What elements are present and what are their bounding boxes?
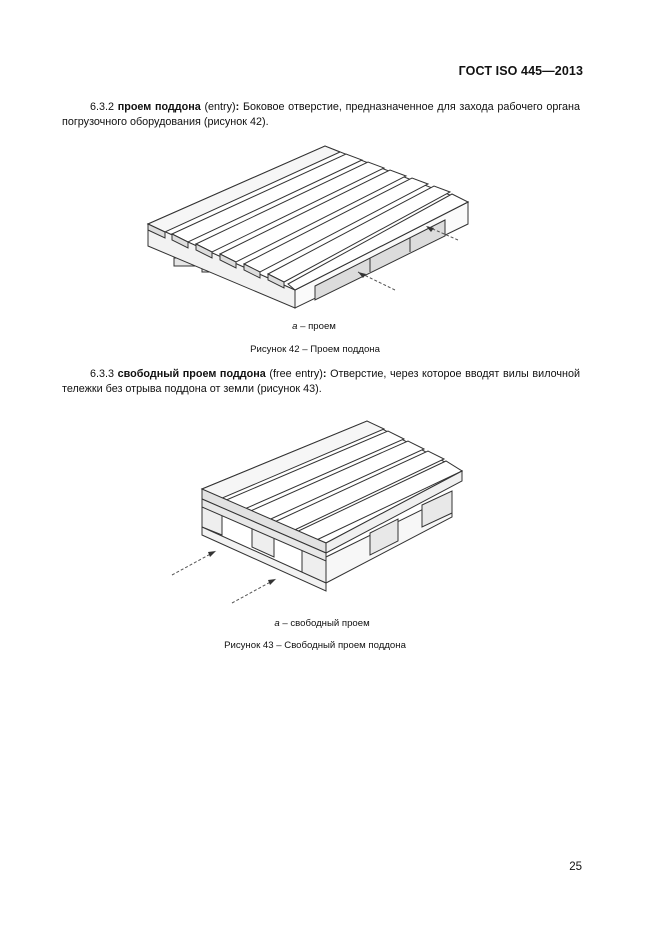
figure-43-legend — [222, 618, 422, 629]
section-number: 6.3.2 — [90, 101, 115, 113]
section-number: 6.3.3 — [90, 368, 115, 380]
figure-43-caption: Рисунок 43 – Свободный проем поддона — [224, 640, 406, 651]
section-term-english: (entry) — [204, 101, 236, 113]
figure-42-legend — [214, 321, 414, 332]
legend-text: – проем — [297, 321, 336, 332]
figure-42-caption: Рисунок 42 – Проем поддона — [250, 344, 380, 355]
section-6-3-2-paragraph: 6.3.2 проем поддона (entry): Боковое отверстие, предназначенное для захода рабочего органа погрузочного оборудования (рисунок 42). — [62, 101, 581, 128]
section-term: проем поддона — [117, 101, 201, 113]
document-standard-header: ГОСТ ISO 445—2013 — [458, 64, 583, 78]
section-definition: Боковое отверстие, предназначенное для захода рабочего органа погрузочного оборудования (рисунок 42). — [62, 101, 581, 128]
section-6-3-3-paragraph: 6.3.3 свободный проем поддона (free entry): Отверстие, через которое вводят вилы вилочной тележки без отрыва поддона от земли (рисунок 43). — [62, 368, 581, 395]
legend-text: – свободный проем — [279, 618, 370, 629]
section-term-english: (free entry) — [269, 368, 323, 380]
section-term: свободный проем поддона — [117, 368, 266, 380]
section-definition: Отверстие, через которое вводят вилы вилочной тележки без отрыва поддона от земли (рисунок 43). — [62, 368, 581, 395]
figure-43-pallet-drawing — [162, 415, 472, 610]
legend-letter: a — [292, 321, 298, 332]
figure-42-pallet-drawing — [140, 140, 480, 310]
page-number: 25 — [569, 861, 582, 873]
legend-letter: a — [274, 618, 280, 629]
